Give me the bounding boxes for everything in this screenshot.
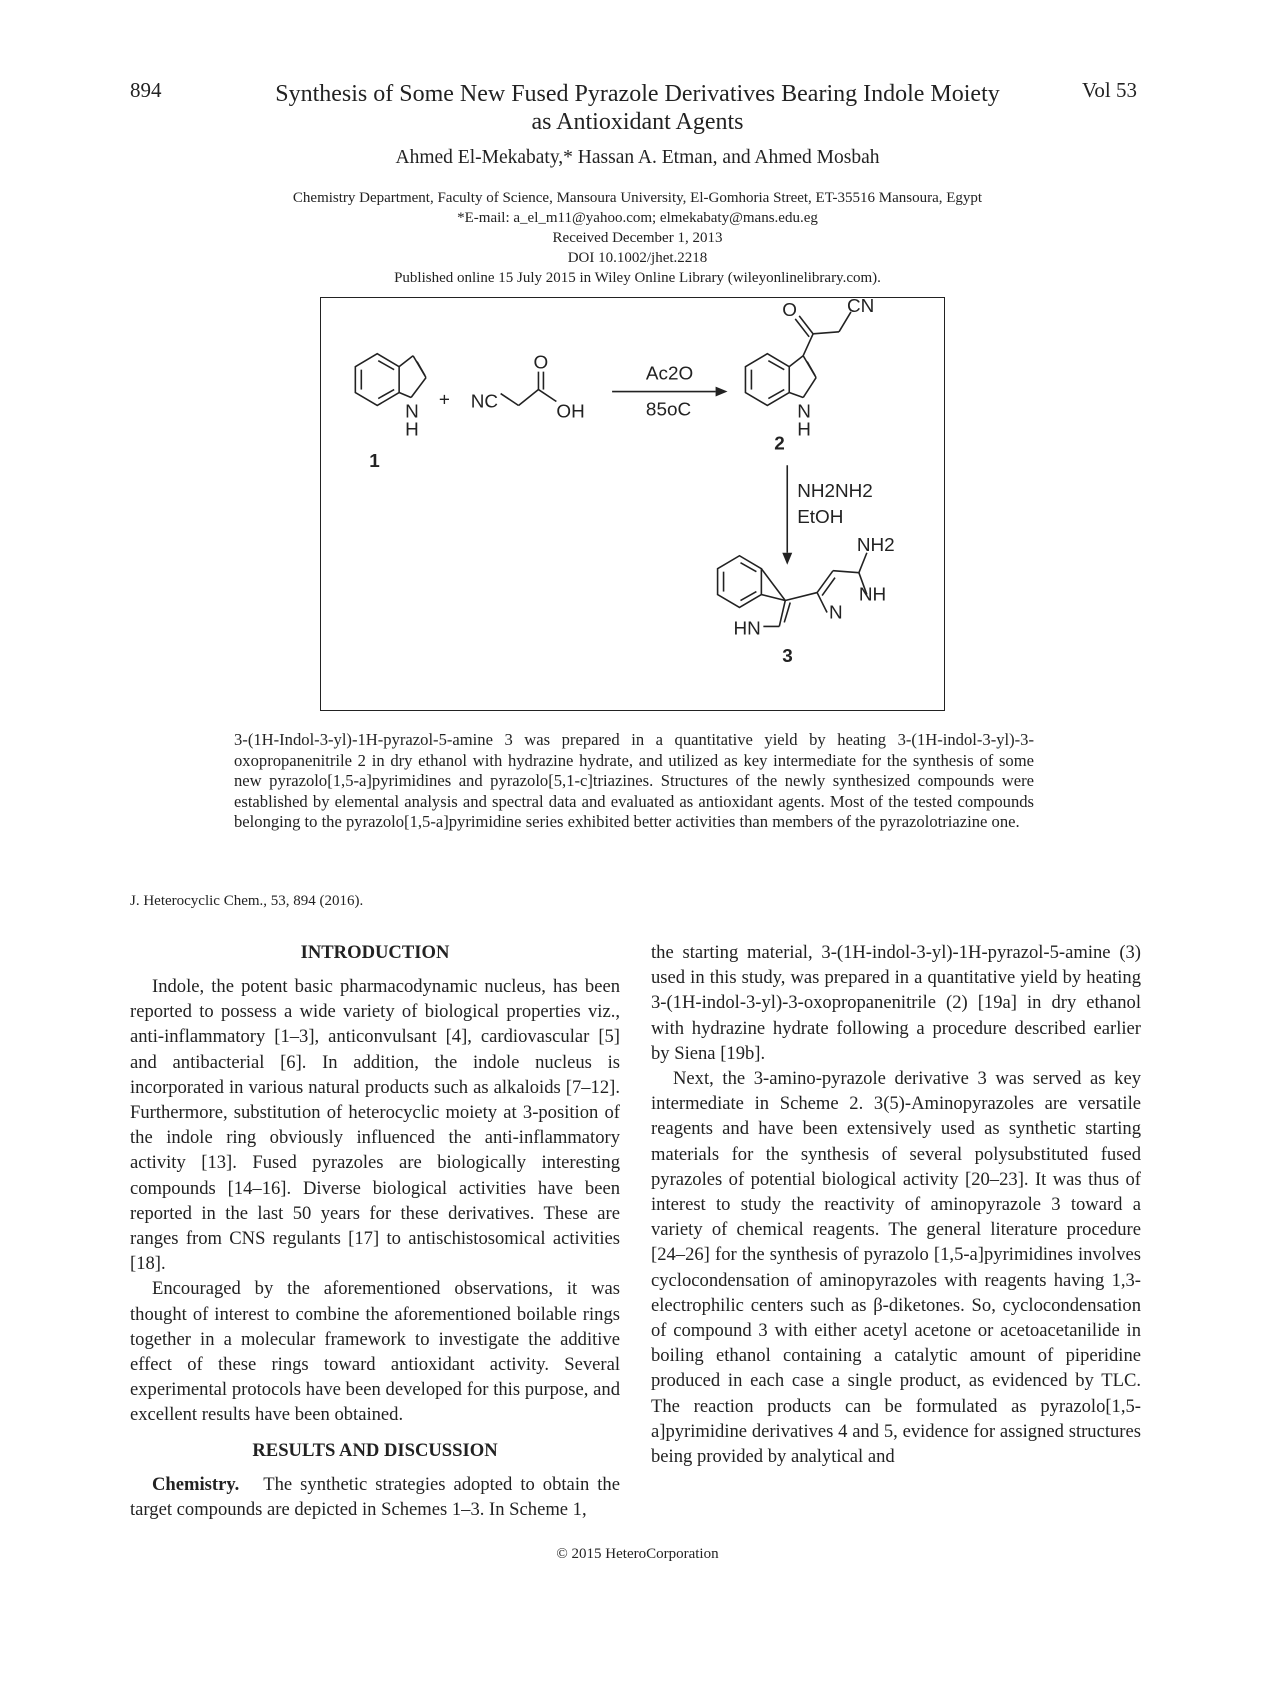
intro-heading: INTRODUCTION [300, 942, 450, 963]
compound-3-amine: NH2 [856, 534, 895, 556]
compound-3-nh: NH [858, 584, 887, 606]
indole-1-n-label: N [405, 401, 419, 423]
copyright-footer: © 2015 HeteroCorporation [556, 1546, 719, 1562]
compound-3-hn: HN [733, 618, 761, 640]
volume-label: Vol 53 [1081, 78, 1137, 102]
results-lead: Chemistry. [152, 1473, 240, 1495]
article-title [0, 80, 1275, 136]
email: *E-mail: a_el_m11@yahoo.com; elmekabaty@mans.edu.eg [457, 210, 818, 226]
compound-2-h: H [797, 419, 811, 441]
indole-1-structure [355, 354, 426, 406]
reagent-temperature: 85oC [645, 399, 692, 421]
compound-2-label: 2 [774, 433, 785, 455]
intro-paragraph-1: Indole, the potent basic pharmacodynamic nucleus, has been reported to possess a wide variety of biological properties viz., anti-inflammatory [1–3], anticonvulsant [4], cardiovascular [5] and antibacterial [6]. In addition, the indole nucleus is incorporated in various natural products such as alkaloids [7–12]. Furthermore, substitution of heterocyclic moiety at 3-position of the indole ring obviously influenced the anti-inflammatory activity [13]. Fused pyrazoles are biologically interesting compounds [14–16]. Diverse biological activities have been reported in the last 50 years for these derivatives. These are ranges from CNS regulants [17] to antischistosomical activities [18]. [130, 976, 620, 1275]
abstract-text: 3-(1H-Indol-3-yl)-1H-pyrazol-5-amine 3 was prepared in a quantitative yield by heating 3-(1H-indol-3-yl)-3-oxopropanenitrile 2 in dry ethanol with hydrazine hydrate, and utilized as key intermediate for the synthesis of some new pyrazolo[1,5-a]pyrimidines and pyrazolo[5,1-c]triazines. Structures of the newly synthesized compounds were established by elemental analysis and spectral data and evaluated as antioxidant agents. Most of the tested compounds belonging to the pyrazolo[1,5-a]pyrimidine series exhibited better activities than members of the pyrazolotriazine one. [234, 730, 1034, 831]
doi: DOI 10.1002/jhet.2218 [567, 250, 708, 266]
results-paragraph-1 [130, 1472, 620, 1522]
right-column [651, 940, 1141, 1469]
plus-sign: + [438, 389, 450, 411]
published-line: Published online 15 July 2015 in Wiley Online Library (wileyonlinelibrary.com). [394, 270, 881, 286]
title-line-1: Synthesis of Some New Fused Pyrazole Derivatives Bearing Indole Moiety [275, 81, 1000, 107]
nitrile-cn: CN [846, 298, 875, 317]
indole-1-h-label: H [405, 419, 419, 441]
right-paragraph-2: Next, the 3-amino-pyrazole derivative 3 was served as key intermediate in Scheme 2. 3(5)-Aminopyrazoles are versatile reagents and have been extensively used as synthetic starting materials for the synthesis of several polysubstituted fused pyrazoles of potential biological activity [20–23]. It was thus of interest to study the reactivity of aminopyrazole 3 toward a variety of chemical reagents. The general literature procedure [24–26] for the synthesis of pyrazolo [1,5-a]pyrimidines involves cyclocondensation of aminopyrazoles with reagents having 1,3-electrophilic centers such as β-diketones. So, cyclocondensation of compound 3 with either acetyl acetone or acetoacetanilide in boiling ethanol containing a catalytic amount of piperidine produced in each case a single product, as evidenced by TLC. The reaction products can be formulated as pyrazolo[1,5-a]pyrimidine derivatives 4 and 5, evidence for assigned structures being provided by analytical and [651, 1068, 1141, 1468]
compound-2-structure [745, 312, 850, 406]
arrow-2-head [782, 553, 792, 565]
reagent-ethanol: EtOH [797, 506, 844, 528]
compound-3-label: 3 [782, 646, 793, 668]
arrow-1-head [716, 387, 728, 397]
results-heading: RESULTS AND DISCUSSION [252, 1439, 498, 1461]
graphical-abstract-scheme [320, 297, 945, 711]
compound-3-n: N [829, 602, 843, 624]
page-number: 894 [130, 78, 162, 102]
reagent-hydrazine: NH2NH2 [797, 481, 873, 503]
reagent-ac2o: Ac2O [645, 363, 694, 385]
authors: Ahmed El-Mekabaty,* Hassan A. Etman, and Ahmed Mosbah [395, 147, 880, 168]
compound-1-label: 1 [369, 451, 380, 473]
cyanoacetic-oh: OH [556, 401, 585, 423]
title-line-2: as Antioxidant Agents [531, 109, 744, 135]
intro-paragraph-2: Encouraged by the aforementioned observations, it was thought of interest to combine the aforementioned boilable rings together in a molecular framework to investigate the additive effect of these rings toward antioxidant activity. Several experimental protocols have been developed for this purpose, and excellent results have been obtained. [130, 1278, 620, 1426]
right-paragraph-1: the starting material, 3-(1H-indol-3-yl)-1H-pyrazol-5-amine (3) used in this study, was prepared in a quantitative yield by heating 3-(1H-indol-3-yl)-3-oxopropanenitrile (2) [19a] in dry ethanol with hydrazine hydrate following a procedure described earlier by Siena [19b]. [651, 942, 1141, 1064]
affiliation: Chemistry Department, Faculty of Science, Mansoura University, El-Gomhoria Street, ET-35516 Mansoura, Egypt [292, 190, 983, 206]
received-date: Received December 1, 2013 [552, 230, 723, 246]
cyanoacetic-o: O [533, 352, 549, 374]
cyanoacetic-nc: NC [470, 391, 499, 413]
reaction-scheme-svg [321, 298, 944, 710]
ketone-o: O [782, 299, 797, 321]
cyanoacetic-acid-bonds [501, 372, 557, 406]
compound-3-structure [718, 553, 867, 627]
left-column [130, 940, 620, 1522]
journal-citation: J. Heterocyclic Chem., 53, 894 (2016). [130, 893, 364, 909]
compound-2-n: N [797, 401, 811, 423]
results-body: The synthetic strategies adopted to obtain the target compounds are depicted in Schemes 1–3. In Scheme 1, [130, 1473, 620, 1520]
